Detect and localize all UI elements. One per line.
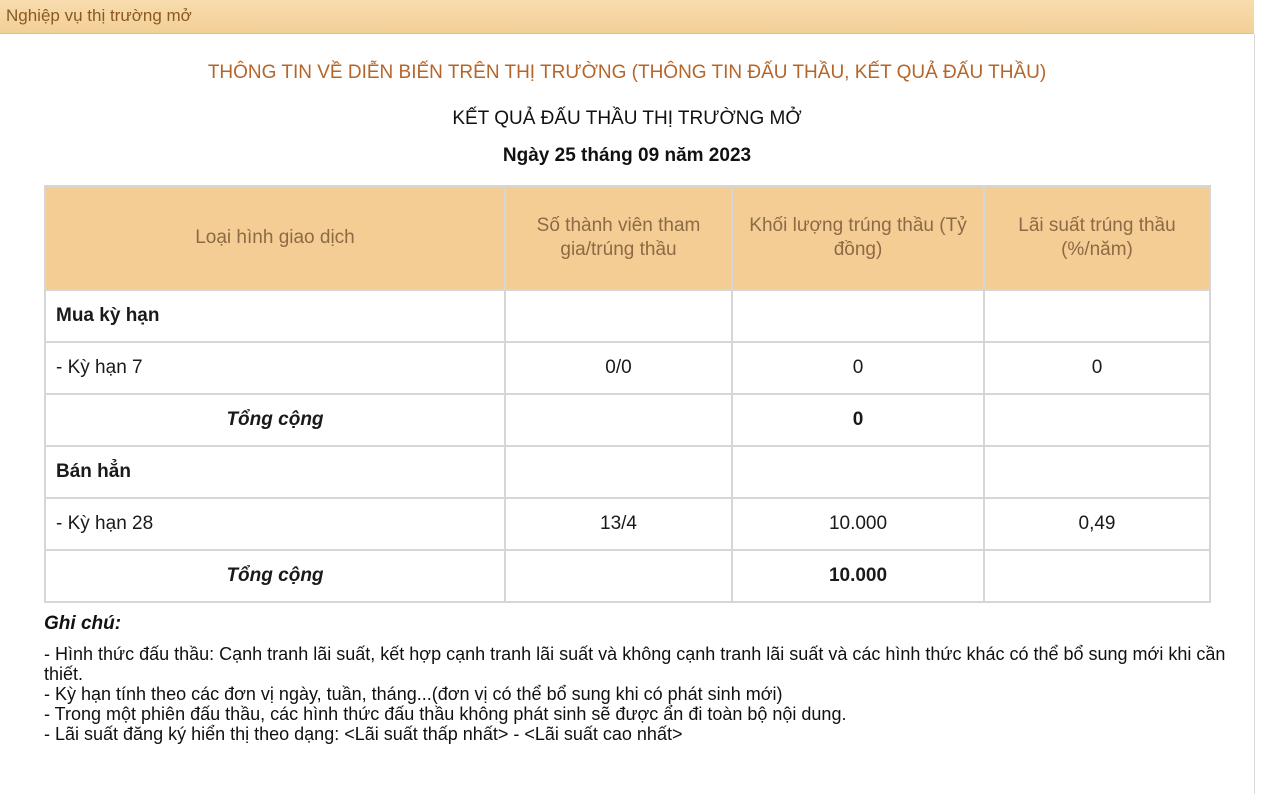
note-line: - Lãi suất đăng ký hiển thị theo dạng: <Lãi suất thấp nhất> - <Lãi suất cao nhất>: [44, 724, 683, 744]
empty-cell: [505, 394, 732, 446]
total-label: Tổng cộng: [45, 550, 505, 602]
column-header-volume: Khối lượng trúng thầu (Tỷ đồng): [732, 186, 984, 290]
table-row-term: [45, 342, 1210, 394]
table-row-term: [45, 498, 1210, 550]
total-label: Tổng cộng: [45, 394, 505, 446]
empty-cell: [984, 290, 1210, 342]
column-header-transaction-type: Loại hình giao dịch: [45, 186, 505, 290]
table-row-total: [45, 394, 1210, 446]
empty-cell: [732, 290, 984, 342]
term-members: 0/0: [505, 342, 732, 394]
notes-section: [44, 614, 1234, 744]
empty-cell: [505, 290, 732, 342]
term-rate: 0,49: [984, 498, 1210, 550]
empty-cell: [984, 394, 1210, 446]
section-title: Nghiệp vụ thị trường mở: [6, 6, 192, 25]
table-header-row: [45, 186, 1210, 290]
empty-cell: [984, 446, 1210, 498]
page-title: THÔNG TIN VỀ DIỄN BIẾN TRÊN THỊ TRƯỜNG (THÔNG TIN ĐẤU THẦU, KẾT QUẢ ĐẤU THẦU): [207, 62, 1047, 83]
group-name: Bán hẳn: [45, 446, 505, 498]
note-line: - Trong một phiên đấu thầu, các hình thức đấu thầu không phát sinh sẽ được ẩn đi toàn bộ nội dung.: [44, 704, 847, 724]
table-row-total: [45, 550, 1210, 602]
term-members: 13/4: [505, 498, 732, 550]
note-line: - Kỳ hạn tính theo các đơn vị ngày, tuần, tháng...(đơn vị có thể bổ sung khi có phát sinh mới): [44, 684, 783, 704]
section-header-bar: [0, 0, 1254, 34]
column-header-members: Số thành viên tham gia/trúng thầu: [505, 186, 732, 290]
group-name: Mua kỳ hạn: [45, 290, 505, 342]
empty-cell: [732, 446, 984, 498]
note-line: - Hình thức đấu thầu: Cạnh tranh lãi suất, kết hợp cạnh tranh lãi suất và không cạnh tranh lãi suất và các hình thức khác có thể bổ sung mới khi cần thiết.: [44, 644, 1226, 684]
table-row-group: [45, 446, 1210, 498]
term-label: - Kỳ hạn 28: [45, 498, 505, 550]
term-volume: 10.000: [732, 498, 984, 550]
term-rate: 0: [984, 342, 1210, 394]
auction-results-table: [44, 185, 1211, 603]
content-right-border: [1254, 34, 1255, 794]
empty-cell: [984, 550, 1210, 602]
total-volume: 10.000: [732, 550, 984, 602]
column-header-rate: Lãi suất trúng thầu (%/năm): [984, 186, 1210, 290]
table-row-group: [45, 290, 1210, 342]
total-volume: 0: [732, 394, 984, 446]
report-date: Ngày 25 tháng 09 năm 2023: [502, 145, 752, 166]
term-volume: 0: [732, 342, 984, 394]
term-label: - Kỳ hạn 7: [45, 342, 505, 394]
empty-cell: [505, 446, 732, 498]
report-subtitle: KẾT QUẢ ĐẤU THẦU THỊ TRƯỜNG MỞ: [452, 108, 802, 129]
notes-title: Ghi chú:: [44, 613, 122, 634]
empty-cell: [505, 550, 732, 602]
